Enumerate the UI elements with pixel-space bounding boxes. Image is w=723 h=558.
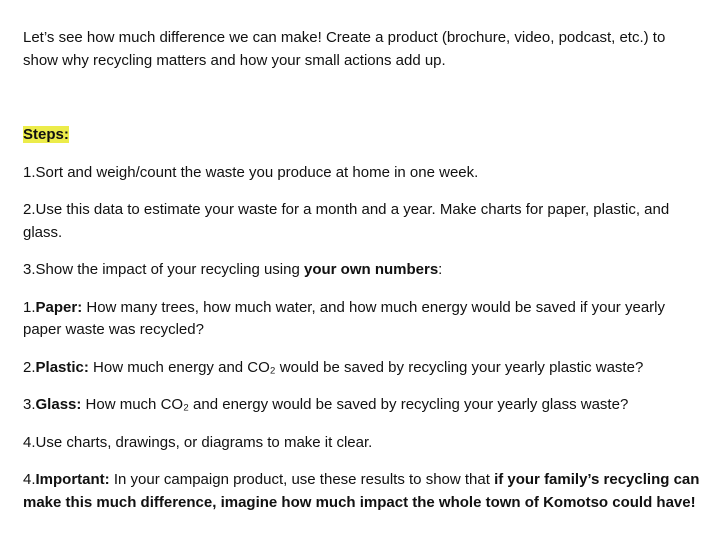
step-paper bbox=[23, 297, 703, 342]
step-estimate-waste bbox=[23, 199, 703, 244]
step-label: Important: bbox=[35, 471, 110, 488]
step-plastic bbox=[23, 357, 703, 380]
step-number: 2. bbox=[23, 201, 36, 218]
step-label: Paper: bbox=[35, 298, 83, 316]
intro-paragraph: Let’s see how much difference we can make! Create a product (brochure, video, podcast, etc.) to show why recycling matters and how your small actions add up. bbox=[23, 29, 666, 69]
step-number: 4. bbox=[23, 471, 36, 488]
step-text: Show the impact of your recycling using bbox=[35, 261, 304, 278]
step-text: How much energy and CO₂ would be saved by recycling your yearly plastic waste? bbox=[88, 358, 644, 376]
step-label: Glass: bbox=[35, 396, 82, 413]
step-bold-text: if your family’s recycling can make this much difference, imagine how much impact the whole town of Komotso could have bbox=[23, 471, 700, 511]
step-number: 1. bbox=[23, 298, 36, 316]
step-text: In your campaign product, use these results to show that bbox=[109, 471, 495, 488]
step-number: 2. bbox=[23, 358, 36, 376]
step-number: 3. bbox=[23, 261, 36, 278]
step-text: How much CO₂ and energy would be saved by recycling your yearly glass waste? bbox=[81, 396, 629, 413]
step-bold-end: ! bbox=[690, 493, 696, 511]
step-number: 3. bbox=[23, 396, 36, 413]
step-important bbox=[23, 469, 703, 514]
step-text: How many trees, how much water, and how much energy would be saved if your yearly paper waste was recycled? bbox=[23, 298, 665, 338]
step-number: 1. bbox=[23, 163, 36, 181]
step-sort-waste bbox=[23, 162, 703, 185]
step-label: Plastic: bbox=[35, 358, 89, 376]
step-number: 4. bbox=[23, 433, 36, 451]
step-text-end: : bbox=[438, 261, 443, 278]
steps-heading-highlight: Steps: bbox=[23, 126, 69, 143]
step-bold-text: your own numbers bbox=[303, 261, 439, 278]
step-text: Use charts, drawings, or diagrams to make it clear. bbox=[35, 433, 373, 451]
step-use-charts bbox=[23, 432, 703, 455]
step-show-impact bbox=[23, 259, 703, 282]
step-text: Sort and weigh/count the waste you produce at home in one week. bbox=[35, 163, 479, 181]
step-glass bbox=[23, 394, 703, 417]
steps-heading bbox=[23, 124, 703, 147]
step-text: Use this data to estimate your waste for a month and a year. Make charts for paper, plastic, and glass. bbox=[23, 201, 670, 241]
